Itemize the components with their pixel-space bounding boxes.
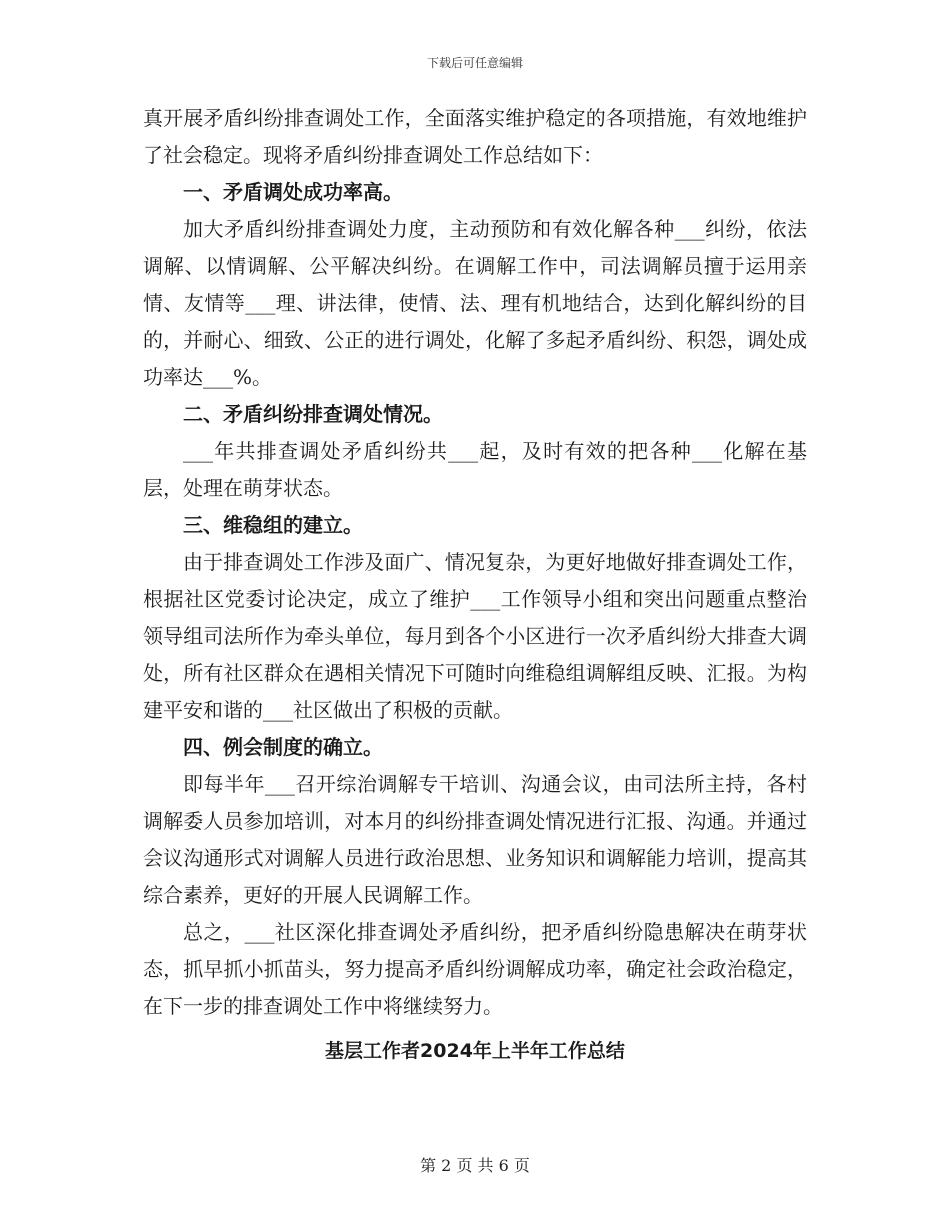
header-note: 下载后可任意编辑 [426,56,523,70]
paragraph-conclusion: 总之，___社区深化排查调处矛盾纠纷，把矛盾纠纷隐患解决在萌芽状态，抓早抓小抓苗头，努力提高矛盾纠纷调解成功率，确定社会政治稳定，在下一步的排查调处工作中将继续努力。 [143,920,807,1018]
paragraph-section-3: 由于排查调处工作涉及面广、情况复杂，为更好地做好排查调处工作，根据社区党委讨论决定，成立了维护___工作领导小组和突出问题重点整治领导组司法所作为牵头单位，每月到各个小区进行一次矛盾纠纷大排查大调处，所有社区群众在遇相关情况下可随时向维稳组调解组反映、汇报。为构建平安和谐的___社区做出了积极的贡献。 [143,550,807,722]
section-heading-2: 二、矛盾纠纷排查调处情况。 [183,402,443,426]
section-heading-1: 一、矛盾调处成功率高。 [183,180,403,204]
paragraph-section-4: 即每半年___召开综治调解专干培训、沟通会议，由司法所主持，各村调解委人员参加培训，对本月的纠纷排查调处情况进行汇报、沟通。并通过会议沟通形式对调解人员进行政治思想、业务知识和调解能力培训，提高其综合素养，更好的开展人民调解工作。 [143,772,807,907]
document-body [143,100,807,1073]
paragraph-section-2: ___年共排查调处矛盾纠纷共___起，及时有效的把各种___化解在基层，处理在萌芽状态。 [143,439,807,500]
section-heading-3: 三、维稳组的建立。 [183,513,363,537]
page-number-footer: 第 2 页 共 6 页 [420,1156,530,1175]
next-document-title: 基层工作者2024年上半年工作总结 [325,1040,625,1062]
paragraph-section-1: 加大矛盾纠纷排查调处力度，主动预防和有效化解各种___纠纷，依法调解、以情调解、公平解决纠纷。在调解工作中，司法调解员擅于运用亲情、友情等___理、讲法律，使情、法、理有机地结合，达到化解纠纷的目的，并耐心、细致、公正的进行调处，化解了多起矛盾纠纷、积怨，调处成功率达___%。 [143,217,807,389]
section-heading-4: 四、例会制度的确立。 [183,735,383,759]
paragraph-intro-continued: 真开展矛盾纠纷排查调处工作，全面落实维护稳定的各项措施，有效地维护了社会稳定。现将矛盾纠纷排查调处工作总结如下： [143,106,807,167]
